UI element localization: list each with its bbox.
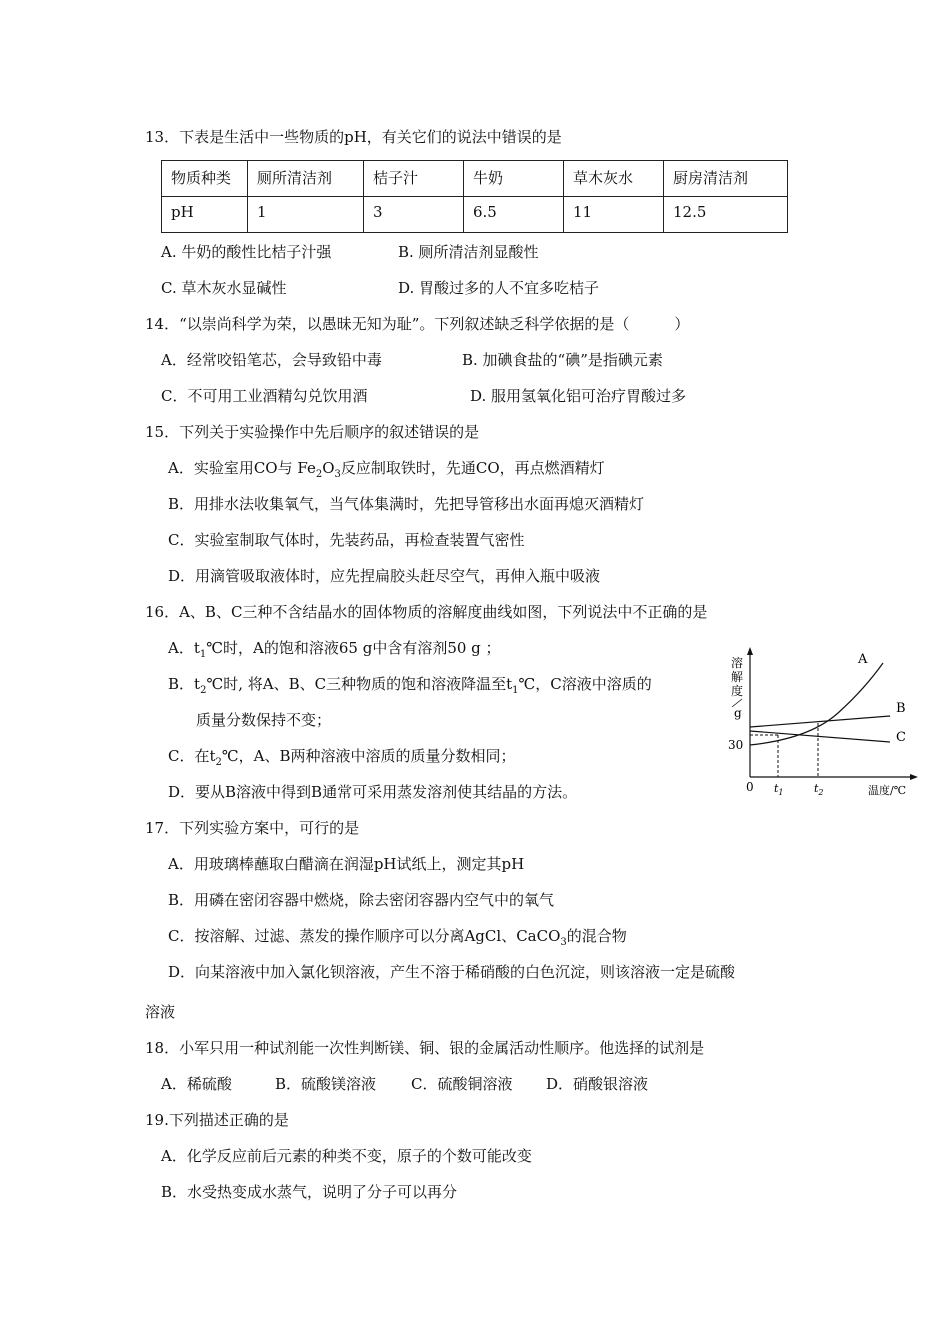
- q14-option-b: B. 加碘食盐的“碘”是指碘元素: [462, 351, 663, 369]
- y-tick-30: 30: [728, 738, 744, 752]
- q18-option-c: C．硫酸铜溶液: [411, 1075, 513, 1093]
- q15-option-d: D．用滴管吸取液体时，应先捏扁胶头赶尽空气，再伸入瓶中吸液: [168, 567, 601, 585]
- y-label-char: 解: [731, 670, 744, 684]
- q14-option-c: C．不可用工业酒精勾兑饮用酒: [161, 387, 368, 405]
- q16-option-b: [168, 674, 652, 694]
- q17-option-c: [168, 926, 627, 946]
- q18-stem: 18．小军只用一种试剂能一次性判断镁、铜、银的金属活动性顺序。他选择的试剂是: [145, 1039, 705, 1057]
- q13-stem: 13．下表是生活中一些物质的pH，有关它们的说法中错误的是: [145, 128, 562, 146]
- subscript: 2: [315, 469, 323, 480]
- q19-stem: 19.下列描述正确的是: [145, 1111, 289, 1129]
- q16-c-text: C．在t: [168, 747, 216, 765]
- table-cell: 12.5: [664, 197, 788, 233]
- y-label-char: 度: [731, 684, 744, 698]
- curve-c-label: C: [896, 730, 906, 745]
- q17-option-d: D．向某溶液中加入氯化钡溶液，产生不溶于稀硝酸的白色沉淀，则该溶液一定是硫酸: [168, 963, 736, 981]
- q16-option-b-cont: 质量分数保持不变；: [196, 711, 332, 729]
- q15-stem: 15．下列关于实验操作中先后顺序的叙述错误的是: [145, 423, 480, 441]
- q16-stem: 16．A、B、C三种不含结晶水的固体物质的溶解度曲线如图，下列说法中不正确的是: [145, 603, 708, 621]
- table-cell: 1: [248, 197, 364, 233]
- x-axis-arrow: [910, 774, 918, 780]
- y-unit: g: [734, 706, 742, 720]
- q13-option-c: C. 草木灰水显碱性: [161, 279, 287, 297]
- q19-option-a: A．化学反应前后元素的种类不变，原子的个数可能改变: [161, 1147, 532, 1165]
- q15-a-text: O: [322, 459, 335, 477]
- q15-option-c: C．实验室制取气体时，先装药品，再检查装置气密性: [168, 531, 525, 549]
- table-cell: 物质种类: [162, 161, 248, 197]
- q16-a-text: ℃时，A的饱和溶液65 g中含有溶剂50 g ；: [206, 639, 501, 657]
- y-axis-arrow: [747, 647, 753, 655]
- t1-text: t: [774, 782, 779, 795]
- q15-a-text: A．实验室用CO与 Fe: [168, 459, 316, 477]
- q19-option-b: B．水受热变成水蒸气，说明了分子可以再分: [161, 1183, 458, 1201]
- t1-sub: 1: [778, 788, 784, 797]
- q16-option-a: [168, 638, 501, 658]
- q13-option-d: D. 胃酸过多的人不宜多吃桔子: [398, 279, 600, 297]
- q17-option-d-cont: 溶液: [145, 1003, 176, 1021]
- table-cell: 厕所清洁剂: [248, 161, 364, 197]
- q16-b-text: ℃，C溶液中溶质的: [518, 675, 652, 693]
- q16-c-text: ℃，A、B两种溶液中溶质的质量分数相同；: [221, 747, 516, 765]
- table-cell: 牛奶: [464, 161, 564, 197]
- ph-table: [161, 160, 788, 233]
- table-cell: pH: [162, 197, 248, 233]
- t2-sub: 2: [818, 788, 824, 797]
- subscript: 3: [560, 937, 567, 948]
- x-label: 温度/℃: [868, 784, 907, 797]
- q15-a-text: 反应制取铁时，先通CO，再点燃酒精灯: [340, 459, 605, 477]
- y-label-char: 溶: [731, 656, 744, 670]
- q16-b-text: ℃时, 将A、B、C三种物质的饱和溶液降温至t: [206, 675, 513, 693]
- table-cell: 草木灰水: [564, 161, 664, 197]
- curve-a-label: A: [858, 652, 868, 667]
- q14-stem: 14．“以崇尚科学为荣，以愚昧无知为耻”。下列叙述缺乏科学依据的是（ ）: [145, 315, 690, 333]
- q18-option-b: B．硫酸镁溶液: [275, 1075, 377, 1093]
- table-cell: 3: [364, 197, 464, 233]
- q15-option-a: [168, 458, 605, 478]
- q15-option-b: B．用排水法收集氧气，当气体集满时，先把导管移出水面再熄灭酒精灯: [168, 495, 645, 513]
- q16-a-text: A．t: [168, 639, 200, 657]
- solubility-graph: [718, 645, 918, 805]
- t2-text: t: [814, 782, 819, 795]
- t2-label: [814, 782, 824, 797]
- table-cell: 桔子汁: [364, 161, 464, 197]
- q16-option-d: D．要从B溶液中得到B通常可采用蒸发溶剂使其结晶的方法。: [168, 783, 578, 801]
- curve-c: [750, 731, 890, 742]
- subscript: 1: [199, 649, 207, 660]
- q14-option-a: A．经常咬铅笔芯，会导致铅中毒: [161, 351, 382, 369]
- table-row: [162, 197, 788, 233]
- q13-option-a: A. 牛奶的酸性比桔子汁强: [161, 243, 332, 261]
- origin-label: 0: [746, 780, 754, 794]
- subscript: 2: [215, 757, 222, 768]
- q18-option-d: D．硝酸银溶液: [546, 1075, 649, 1093]
- q17-stem: 17．下列实验方案中，可行的是: [145, 819, 360, 837]
- subscript: 1: [512, 685, 519, 696]
- table-cell: 厨房清洁剂: [664, 161, 788, 197]
- table-cell: 6.5: [464, 197, 564, 233]
- q18-option-a: A．稀硫酸: [161, 1075, 232, 1093]
- q17-c-text: C．按溶解、过滤、蒸发的操作顺序可以分离AgCl、CaCO: [168, 927, 561, 945]
- q17-option-b: B．用磷在密闭容器中燃烧，除去密闭容器内空气中的氧气: [168, 891, 555, 909]
- table-cell: 11: [564, 197, 664, 233]
- q17-c-text: 的混合物: [566, 927, 627, 945]
- q16-option-c: [168, 746, 516, 766]
- q16-b-text: B．t: [168, 675, 201, 693]
- t1-label: [774, 782, 784, 797]
- q14-option-d: D. 服用氢氧化铝可治疗胃酸过多: [470, 387, 687, 405]
- q17-option-a: A．用玻璃棒蘸取白醋滴在润湿pH试纸上，测定其pH: [168, 855, 525, 873]
- subscript: 3: [334, 469, 341, 480]
- table-header-row: [162, 161, 788, 197]
- curve-b-label: B: [896, 701, 906, 716]
- q13-option-b: B. 厕所清洁剂显酸性: [398, 243, 539, 261]
- subscript: 2: [200, 685, 207, 696]
